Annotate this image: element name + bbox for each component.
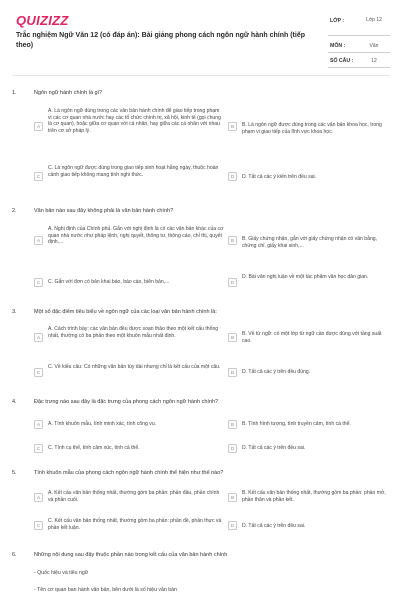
divider <box>328 52 390 53</box>
option-letter: A <box>34 236 43 245</box>
option-letter: D <box>228 278 237 287</box>
question-text: Một số đặc điểm tiêu biểu về ngôn ngữ của các loại văn bản hành chính là: <box>34 309 217 315</box>
content-line: - Quốc hiệu và tiêu ngữ <box>34 570 89 576</box>
option-text: A. Tính khuôn mẫu, tính minh xác, tính công vụ. <box>48 421 157 427</box>
page-title: Trắc nghiệm Ngữ Văn 12 (có đáp án): Bài giảng phong cách ngôn ngữ hành chính (tiếp theo) <box>16 32 305 49</box>
option-letter: C <box>34 368 43 377</box>
option-c[interactable] <box>34 364 224 380</box>
option-text: B. Về từ ngữ: có một lớp từ ngữ cần được dùng với tầng suất cao. <box>242 331 382 344</box>
option-text: A. Cách trình bày: các văn bản đều được soạn thảo theo một kết cấu thống nhất, thường có ba phần theo một khuôn mẫu nhất định. <box>48 326 219 339</box>
option-b[interactable] <box>228 226 388 256</box>
class-label: LỚP : <box>330 18 345 24</box>
option-text: C. Kết cấu văn bản thống nhất, thường gồm ba phần: phần đề, phần thực và phần kết luận. <box>48 518 222 531</box>
option-letter: D <box>228 521 237 530</box>
option-d[interactable] <box>228 518 388 534</box>
option-text: D. Tất cả các ý trên đều sai. <box>242 523 306 529</box>
option-text: C. Tính cụ thể, tính cảm xúc, tính cá thể. <box>48 445 140 451</box>
question-text: Văn bản nào sau đây không phải là văn bản hành chính? <box>34 208 174 214</box>
option-text: B. Giấy chứng nhận, gắn với giấy chứng nhận có văn bằng, chứng chỉ, giấy khai sinh,... <box>242 236 378 249</box>
count-value: 12 <box>371 58 377 64</box>
question-number: 1. <box>12 90 17 96</box>
worksheet-header <box>0 0 400 78</box>
class-value: Lớp 12 <box>366 17 382 23</box>
question-number: 6. <box>12 552 17 558</box>
divider <box>328 35 390 36</box>
content-line: - Tên cơ quan ban hành văn bản, bên dưới là số hiệu văn bản <box>34 587 177 593</box>
option-c[interactable] <box>34 518 224 534</box>
question-text: Đặc trưng nào sau đây là đặc trưng của phong cách ngôn ngữ hành chính? <box>34 399 219 405</box>
option-letter: D <box>228 444 237 453</box>
question-number: 2. <box>12 208 17 214</box>
option-text: B. Là ngôn ngữ được dùng trong các văn bản khoa học, trong phạm vi giao tiếp của lĩnh vực khoa học. <box>242 122 382 135</box>
subject-value: Văn <box>369 43 379 49</box>
question-number: 5. <box>12 470 17 476</box>
option-b[interactable] <box>228 490 388 506</box>
option-letter: B <box>228 122 237 131</box>
question-number: 3. <box>12 309 17 315</box>
option-b[interactable] <box>228 326 388 350</box>
option-letter: B <box>228 236 237 245</box>
option-d[interactable] <box>228 165 388 187</box>
option-a[interactable] <box>34 490 224 506</box>
option-text: B. Kết cấu văn bản thống nhất, thường gồm ba phần: phần mở, phần thân và phần kết. <box>242 490 386 503</box>
question-text: Ngôn ngữ hành chính là gì? <box>34 90 103 96</box>
option-letter: B <box>228 333 237 342</box>
question-number: 4. <box>12 399 17 405</box>
option-text: C. Là ngôn ngữ được dùng trong giao tiếp sinh hoạt hằng ngày, thuộc hoàn cảnh giao tiếp không mang tính nghi thức. <box>48 165 219 178</box>
option-text: C. Về kiểu câu: Có những văn bản tùy dài nhưng chỉ là kết cấu của một câu. <box>48 364 221 370</box>
option-text: B. Tính hình tượng, tính truyền cảm, tính cá thể. <box>242 421 351 427</box>
option-letter: C <box>34 278 43 287</box>
option-letter: D <box>228 172 237 181</box>
option-text: C. Gắn với đơn có bản khai báo, báo cáo, biên bản,... <box>48 279 170 285</box>
option-text: D. Bài văn nghị luận về một tác phẩm văn học dân gian. <box>242 274 369 280</box>
question-text: Tính khuôn mẫu của phong cách ngôn ngữ hành chính thể hiện như thế nào? <box>34 470 224 476</box>
option-a[interactable] <box>34 326 224 350</box>
option-text: D. Tất cả các ý trên đều đúng. <box>242 369 311 375</box>
quizizz-logo: QUIZIZZ <box>16 13 69 28</box>
option-text: A. Là ngôn ngữ dùng trong các văn bản hành chính để giao tiếp trong phạm vi các cơ quan nhà nước hay các tổ chức chính trị, xã hội, kinh tế (gọi chung là cơ quan), hoặc giữa cơ quan với cá nhân, hay giữa các cá nhân với nhau trên cơ sở pháp lý. <box>48 108 221 134</box>
option-text: D. Tất cả các ý trên đều sai. <box>242 445 306 451</box>
option-letter: A <box>34 493 43 502</box>
option-c[interactable] <box>34 274 224 290</box>
option-c[interactable] <box>34 165 224 187</box>
option-letter: C <box>34 444 43 453</box>
divider <box>328 67 390 68</box>
option-letter: C <box>34 172 43 181</box>
option-letter: B <box>228 420 237 429</box>
option-letter: A <box>34 420 43 429</box>
option-text: A. Kết cấu văn bản thống nhất, thường gồm ba phần: phần đầu, phần chính và phần cuối. <box>48 490 220 503</box>
option-letter: B <box>228 493 237 502</box>
option-d[interactable] <box>228 443 388 455</box>
option-c[interactable] <box>34 443 224 455</box>
option-d[interactable] <box>228 274 388 290</box>
option-letter: A <box>34 122 43 131</box>
subject-label: MÔN : <box>330 43 346 49</box>
option-b[interactable] <box>228 419 388 431</box>
option-b[interactable] <box>228 108 388 152</box>
option-letter: C <box>34 521 43 530</box>
option-d[interactable] <box>228 364 388 380</box>
header-divider <box>12 75 390 76</box>
option-a[interactable] <box>34 108 224 152</box>
option-a[interactable] <box>34 226 224 256</box>
option-text: D. Tất cả các ý kiến trên đều sai. <box>242 174 317 180</box>
option-letter: D <box>228 368 237 377</box>
question-text: Những nội dung sau đây thuộc phần nào trong kết cấu của văn bản hành chính <box>34 552 228 558</box>
count-label: SỐ CÂU : <box>330 58 354 64</box>
option-a[interactable] <box>34 419 224 431</box>
option-text: A. Nghị định của Chính phủ. Gắn với nghị định là có các văn bản khác của cơ quan nhà nước như pháp lệnh, nghị quyết, thông tư, thông cáo, chỉ thị, quyết định,... <box>48 226 224 245</box>
option-letter: A <box>34 333 43 342</box>
